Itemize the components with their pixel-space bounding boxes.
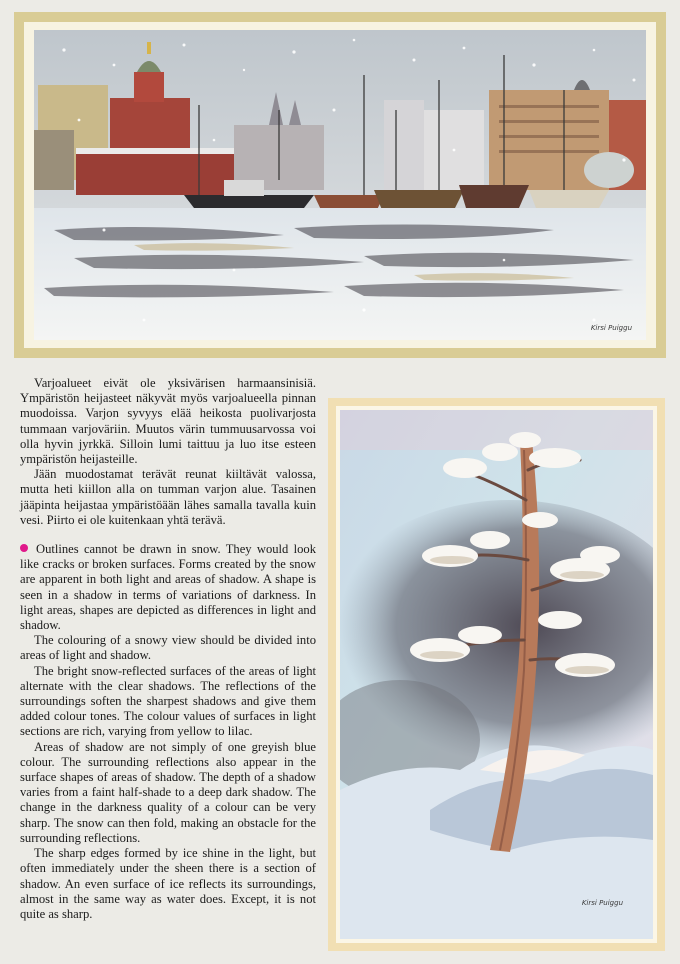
finnish-paragraph-1: Varjoalueet eivät ole yksivärisen harmaansinisiä. Ympäristön heijasteet näkyvät myös varjoalueella pinnan muodoissa. Varjon syvyys elää heikosta puolivarjosta tummaan varjoväriin. Muutos värin tummuusarvossa voi olla hyvin jyrkkä. Silloin lumi taittuu ja luo itse esteen ympäristön heijasteille.: [20, 376, 316, 467]
pine-painting-mat: [336, 406, 657, 943]
harbour-painting-mat: [24, 22, 656, 348]
pine-painting-art: [340, 410, 653, 939]
harbour-painting-art: [34, 30, 646, 340]
english-paragraph-5: The sharp edges formed by ice shine in the light, but often immediately under the sheen there is a section of shadow. An even surface of ice reflects its surroundings, almost in the same way as water does. Except, it is not quite as sharp.: [20, 846, 316, 921]
english-paragraph-1: [20, 542, 316, 633]
finnish-paragraph-2: Jään muodostamat terävät reunat kiiltävät valossa, mutta heti kiillon alla on tumman varjon alue. Tasainen jääpinta heijastaa ympäristöään lähes samalla tavalla kuin vesi. Piirto ei ole kuitenkaan yhtä terävä.: [20, 467, 316, 527]
english-paragraph-4: Areas of shadow are not simply of one greyish blue colour. The surrounding reflections also appear in the surface shapes of areas of shadow. The depth of a shadow varies from a faint half-shade to a deep dark shadow. The change in the darkness quality of a colour can be very sharp. The snow can then fold, making an obstacle for the surrounding reflections.: [20, 739, 316, 845]
magenta-bullet-icon: [20, 544, 28, 552]
article-text-column: [20, 376, 316, 922]
english-paragraph-3: The bright snow-reflected surfaces of the areas of light alternate with the clear shadows. The reflections of the surroundings soften the sharpest shadows and give them added colour tones. The colour values of surfaces in light sections are rich, varying from yellow to lilac.: [20, 663, 316, 739]
pine-painting-frame: [328, 398, 665, 951]
harbour-painting-frame: [14, 12, 666, 358]
pine-painting: [340, 410, 653, 939]
pine-painting-signature: Kirsi Puiggu: [581, 899, 623, 907]
english-paragraph-2: The colouring of a snowy view should be divided into areas of light and shadow.: [20, 633, 316, 663]
harbour-painting: [34, 30, 646, 340]
harbour-painting-signature: Kirsi Puiggu: [590, 324, 632, 332]
english-paragraph-1-text: Outlines cannot be drawn in snow. They would look like cracks or broken surfaces. Forms created by the snow are apparent in both light and areas of shadow. A shape is seen in a shadow in terms of variations of darkness. In light areas, shapes are depicted as differences in light and shadow.: [20, 542, 316, 633]
